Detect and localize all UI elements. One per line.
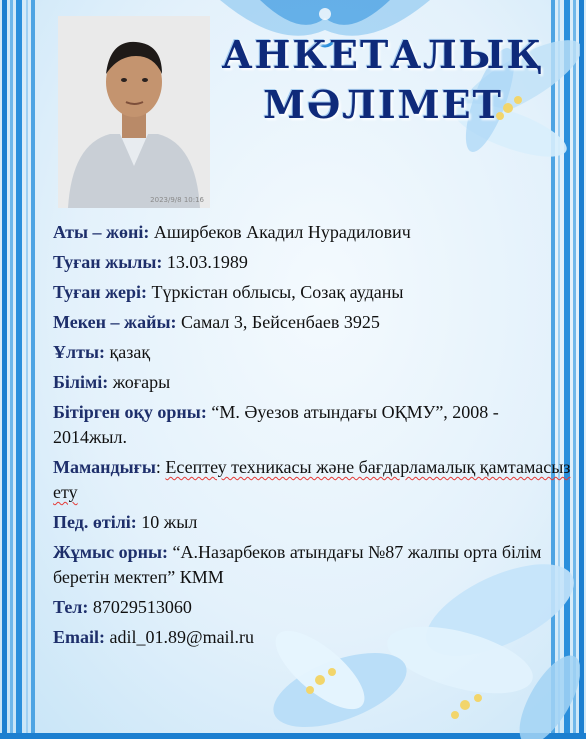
field-label: Бітірген оқу орны: [53,402,207,422]
field-address [53,310,573,335]
field-value: 10 жыл [141,512,198,532]
left-border-stripe [31,0,35,739]
field-label: Пед. өтілі: [53,512,137,532]
profile-photo [58,16,210,208]
field-label: Туған жері: [53,282,147,302]
field-education [53,370,573,395]
photo-timestamp: 2023/9/8 10:16 [150,196,204,204]
field-workplace [53,540,573,590]
field-label: Аты – жөні: [53,222,150,242]
field-value: Түркістан облысы, Созақ ауданы [151,282,404,302]
profile-info [53,220,573,655]
page-subtitle: МӘЛІМЕТ [263,82,503,127]
left-border-stripe [16,0,22,739]
field-label: Туған жылы: [53,252,163,272]
field-label: Жұмыс орны: [53,542,169,562]
left-border-stripe [10,0,13,739]
field-label: Мекен – жайы: [53,312,177,332]
field-value: Аширбеков Акадил Нурадилович [153,222,411,242]
field-full-name [53,220,573,245]
field-phone [53,595,573,620]
field-label: Email: [53,627,105,647]
field-label: Тел: [53,597,89,617]
field-separator: : [155,457,161,477]
field-nationality [53,340,573,365]
field-email [53,625,573,650]
field-birth-date [53,250,573,275]
field-value: жоғары [112,372,171,392]
field-teaching-experience [53,510,573,535]
field-graduated-from [53,400,573,450]
left-border-stripe [2,0,7,739]
field-value: қазақ [109,342,151,362]
field-value: 87029513060 [92,597,192,617]
field-specialty [53,455,573,505]
field-label: Мамандығы [53,457,156,477]
field-label: Ұлты: [53,342,105,362]
field-value: Самал 3, Бейсенбаев 3925 [181,312,380,332]
page-title: АНКЕТАЛЫҚ [221,32,545,77]
person-portrait-icon [58,16,210,208]
field-value: adil_01.89@mail.ru [109,627,255,647]
field-label: Білімі: [53,372,109,392]
field-value: “А.Назарбеков атындағы №87 жалпы орта білім беретін мектеп” КММ [53,542,542,587]
field-value: Есептеу техникасы және бағдарламалық қамтамасыз ету [53,457,571,502]
field-value: “М. Әуезов атындағы ОҚМУ”, 2008 - 2014жыл. [53,402,499,447]
field-value: 13.03.1989 [166,252,248,272]
field-birth-place [53,280,573,305]
left-border-stripe [26,0,28,739]
